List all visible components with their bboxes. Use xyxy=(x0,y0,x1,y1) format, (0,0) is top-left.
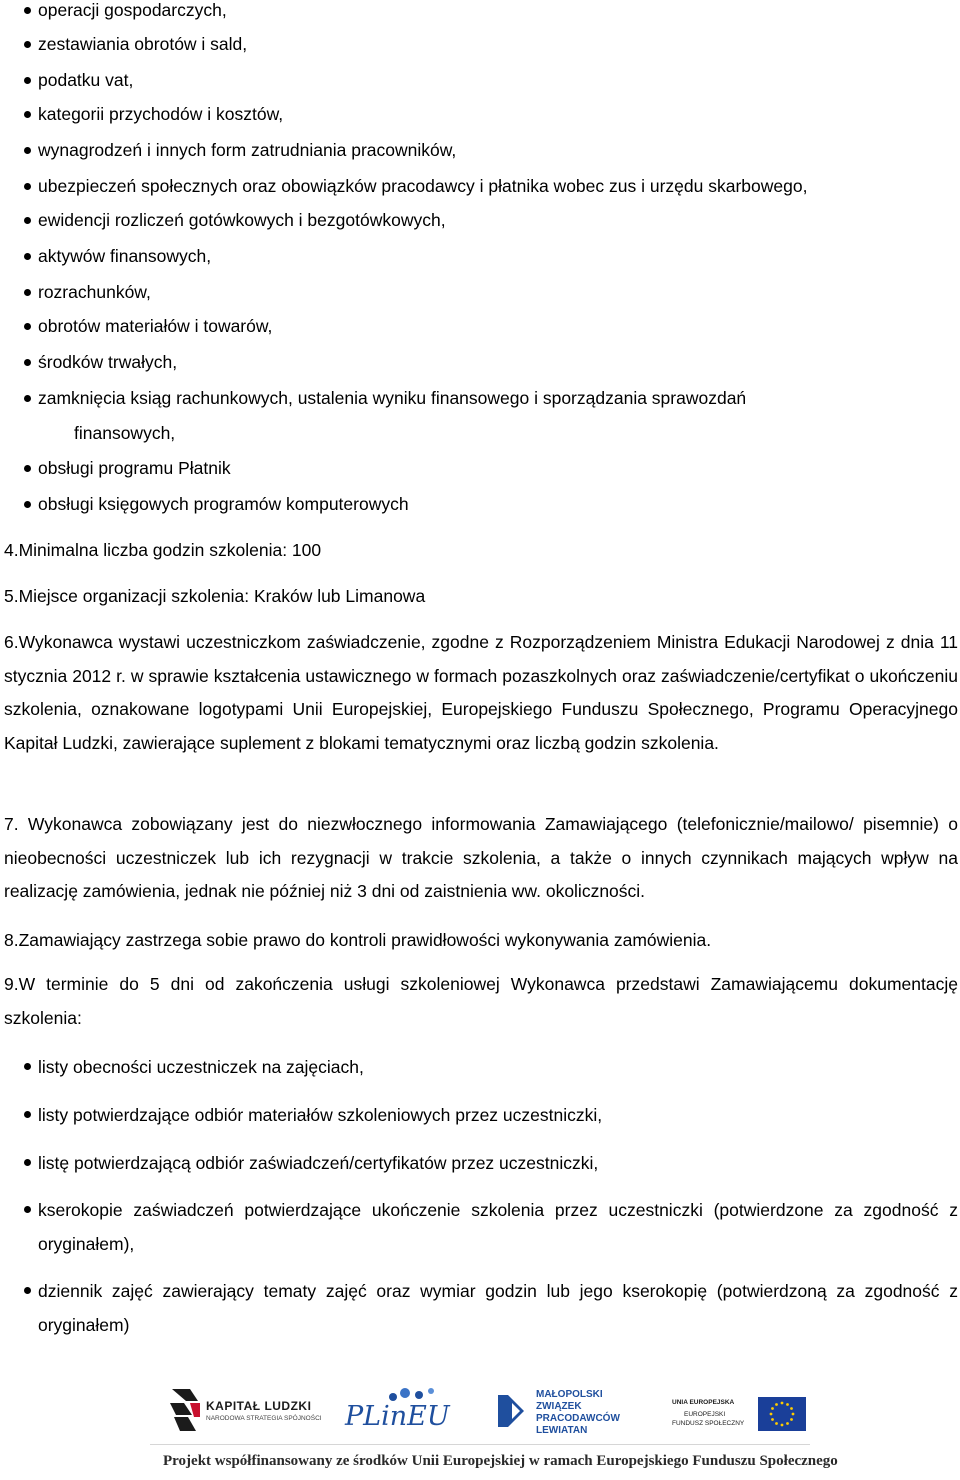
footer-note: Projekt współfinansowany ze środków Unii Europejskiej w ramach Europejskiego Funduszu Społecznego xyxy=(163,1453,838,1469)
bullet-icon xyxy=(24,111,31,118)
list-item: kategorii przychodów i kosztów, xyxy=(38,104,283,124)
list-item: listy obecności uczestniczek na zajęciach, xyxy=(38,1050,958,1084)
section-8: 8.Zamawiający zastrzega sobie prawo do kontroli prawidłowości wykonywania zamówienia. xyxy=(4,930,712,950)
list-item: dziennik zajęć zawierający tematy zajęć oraz wymiar godzin lub jego kserokopię (potwierdzoną za zgodność z oryginałem) xyxy=(38,1274,958,1342)
bullet-icon xyxy=(24,289,31,296)
list-item: aktywów finansowych, xyxy=(38,246,211,266)
bullet-icon xyxy=(24,1287,31,1294)
section-7: 7. Wykonawca zobowiązany jest do niezwłocznego informowania Zamawiającego (telefonicznie/mailowo/ pisemnie) o nieobecności uczestniczek lub ich rezygnacji w trakcie szkolenia, a także o innych czynnikach mających wpływ na realizację zamówienia, jednak nie później niż 3 dni od zaistnienia ww. okoliczności. xyxy=(4,814,958,902)
bullet-icon xyxy=(24,1206,31,1213)
bullet-icon xyxy=(24,183,31,190)
footer-divider xyxy=(150,1444,810,1445)
bullet-icon xyxy=(24,253,31,260)
bullet-icon xyxy=(24,1111,31,1118)
list-item: obsługi programu Płatnik xyxy=(38,458,231,478)
list-item: środków trwałych, xyxy=(38,352,177,372)
plineu-logo: PLinEU xyxy=(345,1385,460,1441)
ue-efs-logo: UNIA EUROPEJSKA EUROPEJSKI FUNDUSZ SPOŁECZNY xyxy=(672,1385,792,1441)
list-item: listę potwierdzającą odbiór zaświadczeń/certyfikatów przez uczestniczki, xyxy=(38,1146,958,1180)
bullet-icon xyxy=(24,147,31,154)
list-item: listy potwierdzające odbiór materiałów szkoleniowych przez uczestniczki, xyxy=(38,1098,958,1132)
list-item: zestawiania obrotów i sald, xyxy=(38,34,247,54)
list-item-continuation: finansowych, xyxy=(74,423,176,443)
list-item: obsługi księgowych programów komputerowych xyxy=(38,494,409,514)
section-5: 5.Miejsce organizacji szkolenia: Kraków lub Limanowa xyxy=(4,586,426,606)
bullet-icon xyxy=(24,1159,31,1166)
bullet-icon xyxy=(24,395,31,402)
bullet-icon xyxy=(24,77,31,84)
eu-flag-icon xyxy=(758,1397,806,1431)
bullet-icon xyxy=(24,359,31,366)
list-item: obrotów materiałów i towarów, xyxy=(38,316,272,336)
bullet-icon xyxy=(24,217,31,224)
list-item: operacji gospodarczych, xyxy=(38,0,227,20)
kapital-ludzki-emblem-icon xyxy=(168,1387,202,1435)
bullet-icon xyxy=(24,323,31,330)
mzpl-emblem-icon xyxy=(494,1391,528,1431)
bullet-icon xyxy=(24,501,31,508)
section-4: 4.Minimalna liczba godzin szkolenia: 100 xyxy=(4,540,322,560)
bullet-icon xyxy=(24,465,31,472)
list-item: kserokopie zaświadczeń potwierdzające ukończenie szkolenia przez uczestniczki (potwierdzone za zgodność z oryginałem), xyxy=(38,1193,958,1261)
list-item: rozrachunków, xyxy=(38,282,151,302)
list-item: wynagrodzeń i innych form zatrudniania pracowników, xyxy=(38,140,456,160)
list-item: zamknięcia ksiąg rachunkowych, ustalenia wyniku finansowego i sporządzania sprawozdań xyxy=(38,388,746,408)
list-item: podatku vat, xyxy=(38,70,133,90)
kapital-ludzki-logo: KAPITAŁ LUDZKI NARODOWA STRATEGIA SPÓJNOŚCI xyxy=(168,1385,318,1441)
list-item: ewidencji rozliczeń gotówkowych i bezgotówkowych, xyxy=(38,210,446,230)
bullet-icon xyxy=(24,41,31,48)
mzpl-logo: MAŁOPOLSKI ZWIĄZEK PRACODAWCÓW LEWIATAN xyxy=(494,1385,634,1441)
bullet-icon xyxy=(24,1063,31,1070)
list-item: ubezpieczeń społecznych oraz obowiązków pracodawcy i płatnika wobec zus i urzędu skarbowego, xyxy=(38,176,807,196)
bullet-icon xyxy=(24,7,31,14)
section-9: 9.W terminie do 5 dni od zakończenia usługi szkoleniowej Wykonawca przedstawi Zamawiającemu dokumentację szkolenia: xyxy=(4,974,958,1028)
section-6: 6.Wykonawca wystawi uczestniczkom zaświadczenie, zgodne z Rozporządzeniem Ministra Edukacji Narodowej z dnia 11 stycznia 2012 r. w sprawie kształcenia ustawicznego w formach pozaszkolnych oraz zaświadczenie/certyfikat o ukończeniu szkolenia, oznakowane logotypami Unii Europejskiej, Europejskiego Funduszu Społecznego, Programu Operacyjnego Kapitał Ludzki, zawierające suplement z blokami tematycznymi oraz liczbą godzin szkolenia. xyxy=(4,632,958,753)
